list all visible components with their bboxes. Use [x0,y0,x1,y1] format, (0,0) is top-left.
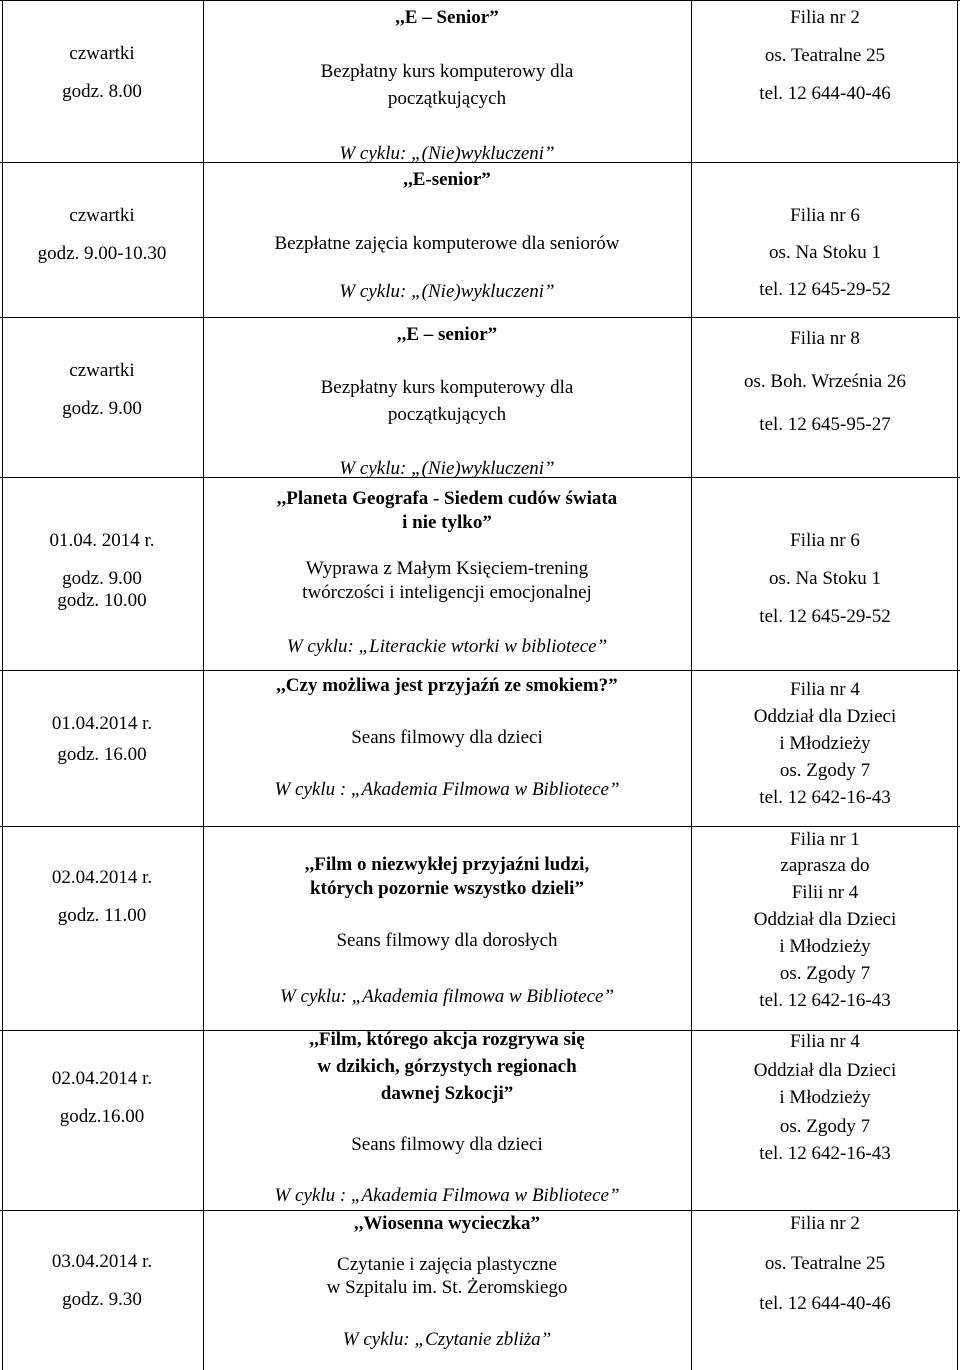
location-cell [692,826,958,1014]
event-cycle: W cyklu: „Literackie wtorki w bibliotece” [286,636,608,657]
event-cycle: W cyklu : „Akademia Filmowa w Bibliotece” [274,779,620,800]
event-description: Bezpłatny kurs komputerowy dla [320,61,574,82]
event-cycle: W cyklu: „(Nie)wykluczeni” [339,281,555,302]
event-description: Seans filmowy dla dorosłych [336,930,558,951]
location-cell [692,162,958,303]
event-description: twórczości i inteligencji emocjonalnej [302,582,592,603]
time-label: godz. 9.00 [62,568,142,589]
location-detail: i Młodzieży [779,936,871,957]
event-description: Seans filmowy dla dzieci [351,1134,543,1155]
event-description: Seans filmowy dla dzieci [351,727,543,748]
day-label: czwartki [69,360,135,381]
event-title: i nie tylko” [402,512,492,533]
event-title: ,,E – Senior” [395,7,499,28]
location-detail: Oddział dla Dzieci [753,909,897,930]
branch-name: Filia nr 4 [790,1031,860,1052]
date-cell [2,1030,202,1130]
event-title: ,,Film, którego akcja rozgrywa się [309,1029,585,1050]
phone-number: tel. 12 642-16-43 [759,787,891,808]
time-label: godz. 9.00-10.30 [37,243,167,264]
time-label: godz. 9.00 [62,398,142,419]
branch-name: Filia nr 2 [790,1213,860,1234]
event-description: Czytanie i zajęcia plastyczne [337,1254,557,1275]
event-cycle: W cyklu: „Akademia filmowa w Bibliotece” [279,986,614,1007]
location-cell [692,670,958,811]
location-cell [692,477,958,630]
branch-name: Filia nr 4 [790,679,860,700]
address: os. Zgody 7 [779,1116,871,1137]
event-description: Wyprawa z Małym Księciem-trening [305,558,589,579]
event-cell [204,162,690,305]
event-cell [204,670,690,803]
event-title: ,,Film o niezwykłej przyjaźni ludzi, [304,854,590,875]
branch-name: Filia nr 6 [790,530,860,551]
event-cycle: W cyklu: „(Nie)wykluczeni” [339,458,555,479]
event-title: ,,E – senior” [396,324,498,345]
event-cell [204,1026,690,1209]
date-label: 02.04.2014 r. [51,1068,153,1089]
event-description: początkujących [387,404,507,425]
event-title: w dzikich, górzystych regionach [317,1056,577,1077]
event-title: dawnej Szkocji” [380,1083,514,1104]
location-detail: Oddział dla Dzieci [753,706,897,727]
event-title: ,,Czy możliwa jest przyjaźń ze smokiem?” [276,675,618,696]
address: os. Boh. Września 26 [744,371,906,392]
phone-number: tel. 12 645-95-27 [759,414,891,435]
event-cycle: W cyklu: „(Nie)wykluczeni” [339,143,555,164]
event-cell [204,1210,690,1353]
date-cell [2,162,202,267]
location-detail: zaprasza do [780,855,870,876]
date-cell [2,670,202,768]
address: os. Teatralne 25 [764,1253,886,1274]
location-cell [692,1028,958,1167]
date-label: 03.04.2014 r. [51,1251,153,1272]
event-description: Bezpłatne zajęcia komputerowe dla seniorów [274,233,620,254]
time-label: godz. 8.00 [62,81,142,102]
time-label: godz. 16.00 [57,744,147,765]
date-cell [2,0,202,105]
day-label: czwartki [69,205,135,226]
branch-name: Filia nr 2 [790,7,860,28]
phone-number: tel. 12 642-16-43 [759,990,891,1011]
time-label: godz. 9.30 [62,1289,142,1310]
location-detail: i Młodzieży [779,1087,871,1108]
event-description: w Szpitalu im. St. Żeromskiego [326,1277,568,1298]
location-cell [692,1210,958,1317]
event-cell [204,317,690,482]
event-cell [204,826,690,1010]
location-detail: i Młodzieży [779,733,871,754]
address: os. Zgody 7 [779,760,871,781]
time-label: godz.16.00 [59,1106,145,1127]
phone-number: tel. 12 645-29-52 [759,279,891,300]
branch-name: Filia nr 1 [790,829,860,850]
date-label: 02.04.2014 r. [51,867,153,888]
location-cell [692,317,958,438]
event-cell [204,0,690,167]
date-cell [2,1210,202,1313]
time-label: godz. 11.00 [57,905,147,926]
event-title: ,,Planeta Geografa - Siedem cudów świata [276,488,618,509]
branch-name: Filia nr 6 [790,205,860,226]
date-label: 01.04.2014 r. [51,713,153,734]
event-description: Bezpłatny kurs komputerowy dla [320,377,574,398]
phone-number: tel. 12 644-40-46 [759,83,891,104]
date-label: 01.04. 2014 r. [49,530,155,551]
event-title: ,,E-senior” [403,169,491,190]
date-cell [2,477,202,614]
event-cycle: W cyklu : „Akademia Filmowa w Bibliotece” [274,1185,620,1206]
event-cycle: W cyklu: „Czytanie zbliża” [342,1329,552,1350]
event-title: których pozornie wszystko dzieli” [310,878,584,899]
location-detail: Oddział dla Dzieci [753,1060,897,1081]
location-detail: Filii nr 4 [791,882,859,903]
phone-number: tel. 12 642-16-43 [759,1143,891,1164]
day-label: czwartki [69,43,135,64]
time-label: godz. 10.00 [57,590,147,611]
date-cell [2,826,202,929]
address: os. Zgody 7 [779,963,871,984]
branch-name: Filia nr 8 [790,328,860,349]
location-cell [692,0,958,107]
event-cell [204,477,690,660]
address: os. Teatralne 25 [764,45,886,66]
address: os. Na Stoku 1 [769,568,881,589]
date-cell [2,317,202,422]
event-description: początkujących [387,88,507,109]
address: os. Na Stoku 1 [769,242,881,263]
phone-number: tel. 12 644-40-46 [759,1293,891,1314]
event-title: ,,Wiosenna wycieczka” [354,1213,540,1234]
phone-number: tel. 12 645-29-52 [759,606,891,627]
